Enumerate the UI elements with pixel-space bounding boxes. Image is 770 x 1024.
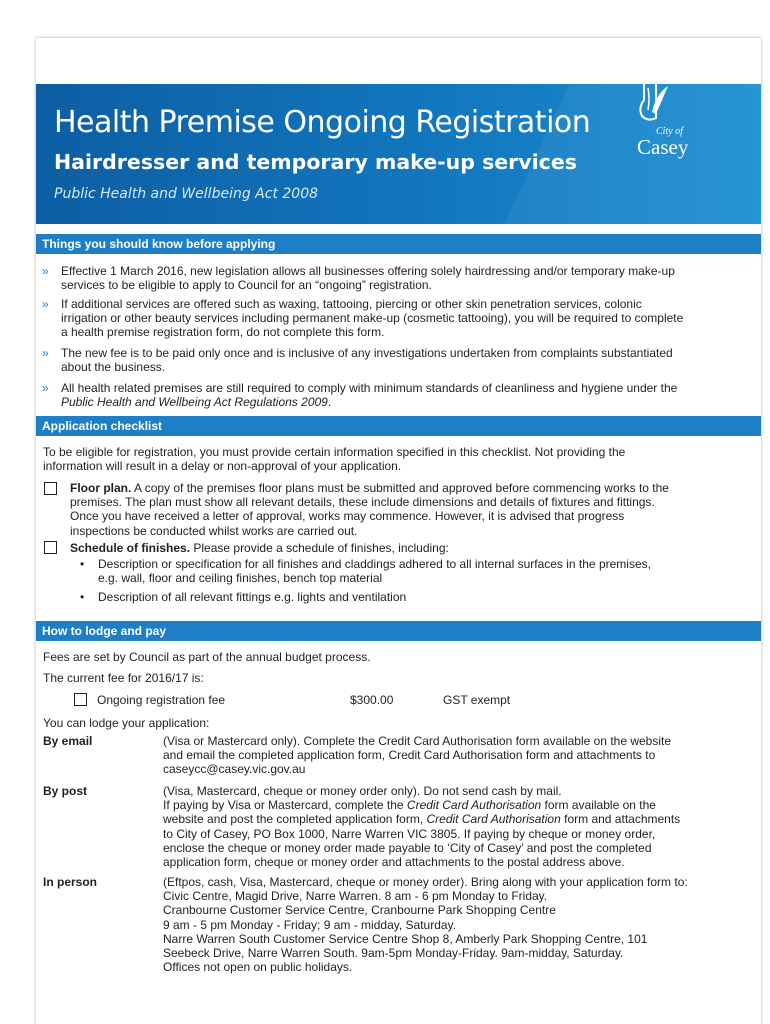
section-heading-lodge: How to lodge and pay [36,621,761,641]
post-line [163,812,753,826]
list-item-text: All health related premises are still required to comply with minimum standards of cleanliness and hygiene under the [61,381,678,395]
section-heading-things: Things you should know before applying [36,234,761,254]
floor-plan-text: inspections be conducted whilst works are carried out. [70,523,358,538]
fee-name: Ongoing registration fee [97,693,226,707]
lodge-intro: You can lodge your application: [43,716,210,730]
floor-plan-text: A copy of the premises floor plans must be submitted and approved before commencing works to the [131,481,669,495]
label-text: In person [43,875,98,889]
floor-plan-label: Floor plan. [70,481,132,495]
list-item-text: Effective 1 March 2016, new legislation allows all businesses offering solely hairdressing and/or temporary make-up [61,264,675,278]
floor-plan-text: premises. The plan must show all relevant details, these include dimensions and details of fixtures and fittings. [70,495,655,510]
finishes-text: Please provide a schedule of finishes, including: [190,541,449,555]
period: . [327,395,332,410]
logo-city-of: City of [656,126,683,137]
finishes-item [70,541,750,555]
person-line: Cranbourne Customer Service Centre, Cranbourne Park Shopping Centre [163,903,556,918]
by-email-label [43,734,92,748]
sub-list-item [98,557,748,585]
list-item-text [61,395,736,409]
by-post-text [163,784,753,869]
floor-plan-checkbox[interactable] [44,482,57,495]
fees-line: Fees are set by Council as part of the annual budget process. [43,650,371,664]
by-email-text [163,734,753,777]
bullet-marker: » [42,346,49,360]
form-name: Credit Card Authorisation [406,798,542,813]
in-person-text [163,875,753,974]
list-item-text: services to be eligible to apply to Council for an “ongoing” registration. [61,278,432,293]
post-text: If paying by Visa or Mastercard, complete the [163,798,407,813]
current-fee-line: The current fee for 2016/17 is: [43,671,204,685]
email-line: and email the completed application form, Credit Card Authorisation form and attachments to [163,748,656,763]
person-line: (Eftpos, cash, Visa, Mastercard, cheque or money order). Bring along with your application form to: [163,875,688,889]
intro-line: To be eligible for registration, you must provide certain information specified in this checklist. Not providing the [43,445,626,459]
checklist-intro [43,445,743,473]
floor-plan-text: Once you have received a letter of approval, works may commence. However, it is advised that progress [70,509,625,524]
finishes-label: Schedule of finishes. [70,541,191,555]
sub-item-text: Description of all relevant fittings e.g. lights and ventilation [98,590,407,604]
list-item-text: irrigation or other beauty services including permanent make-up (cosmetic tattooing), you will be required to complete [61,311,684,326]
email-address: caseycc@casey.vic.gov.au [163,762,306,777]
casey-emblem-icon [634,78,674,128]
post-line: (Visa, Mastercard, cheque or money order only). Do not send cash by mail. [163,784,562,798]
post-line [163,798,753,812]
person-line: Offices not open on public holidays. [163,960,353,975]
person-line: 9 am - 5 pm Monday - Friday; 9 am - midday, Saturday. [163,917,456,932]
fee-gst: GST exempt [443,693,511,707]
label-text: By post [43,784,88,798]
post-text: form and attachments [560,812,681,827]
post-line: to City of Casey, PO Box 1000, Narre Warren VIC 3805. If paying by cheque or money order, [163,826,656,841]
list-item-text: about the business. [61,360,166,375]
intro-line: information will result in a delay or non-approval of your application. [43,459,402,474]
logo-casey: Casey [637,135,689,159]
page-subtitle: Hairdresser and temporary make-up services [54,150,577,174]
ongoing-fee-checkbox[interactable] [74,693,87,706]
section-heading-checklist: Application checklist [36,416,761,436]
person-line: Civic Centre, Magid Drive, Narre Warren. 8 am - 6 pm Monday to Friday. [163,889,548,904]
post-line: enclose the cheque or money order made payable to ‘City of Casey’ and post the completed [163,840,652,855]
list-item-text: a health premise registration form, do not complete this form. [61,325,385,340]
city-of-casey-logo [634,78,704,162]
bullet-marker: » [42,264,49,278]
list-item-text: The new fee is to be paid only once and is inclusive of any investigations undertaken from complaints substantiated [61,346,673,360]
floor-plan-line [70,481,750,495]
floor-plan-item [70,481,750,538]
post-line: application form, cheque or money order and attachments to the postal address above. [163,855,625,870]
in-person-label [43,875,97,889]
regulations-name: Public Health and Wellbeing Act Regulations 2009 [61,395,328,410]
fee-amount: $300.00 [350,693,394,707]
form-name: Credit Card Authorisation [426,812,561,827]
post-text: website and post the completed application form, [163,812,427,827]
list-item-text: If additional services are offered such as waxing, tattooing, piercing or other skin penetration services, colonic [61,297,642,311]
sub-list-item [98,590,748,604]
sub-bullet: • [80,590,85,604]
bullet-marker: » [42,297,49,311]
schedule-of-finishes-checkbox[interactable] [44,541,57,554]
email-line: (Visa or Mastercard only). Complete the Credit Card Authorisation form available on the website [163,734,672,748]
sub-bullet: • [80,557,85,571]
label-text: By email [43,734,93,748]
sub-item-text: Description or specification for all finishes and claddings adhered to all internal surfaces in the premises, [98,557,651,571]
person-line: Seebeck Drive, Narre Warren South. 9am-5pm Monday-Friday. 9am-midday, Saturday. [163,946,624,961]
act-name: Public Health and Wellbeing Act 2008 [54,186,319,202]
by-post-label [43,784,87,798]
sub-item-text: e.g. wall, floor and ceiling finishes, bench top material [98,571,383,586]
bullet-marker: » [42,381,49,395]
person-line: Narre Warren South Customer Service Centre Shop 8, Amberly Park Shopping Centre, 101 [163,931,648,946]
page-title: Health Premise Ongoing Registration [54,105,591,140]
post-text: form available on the [541,798,656,813]
